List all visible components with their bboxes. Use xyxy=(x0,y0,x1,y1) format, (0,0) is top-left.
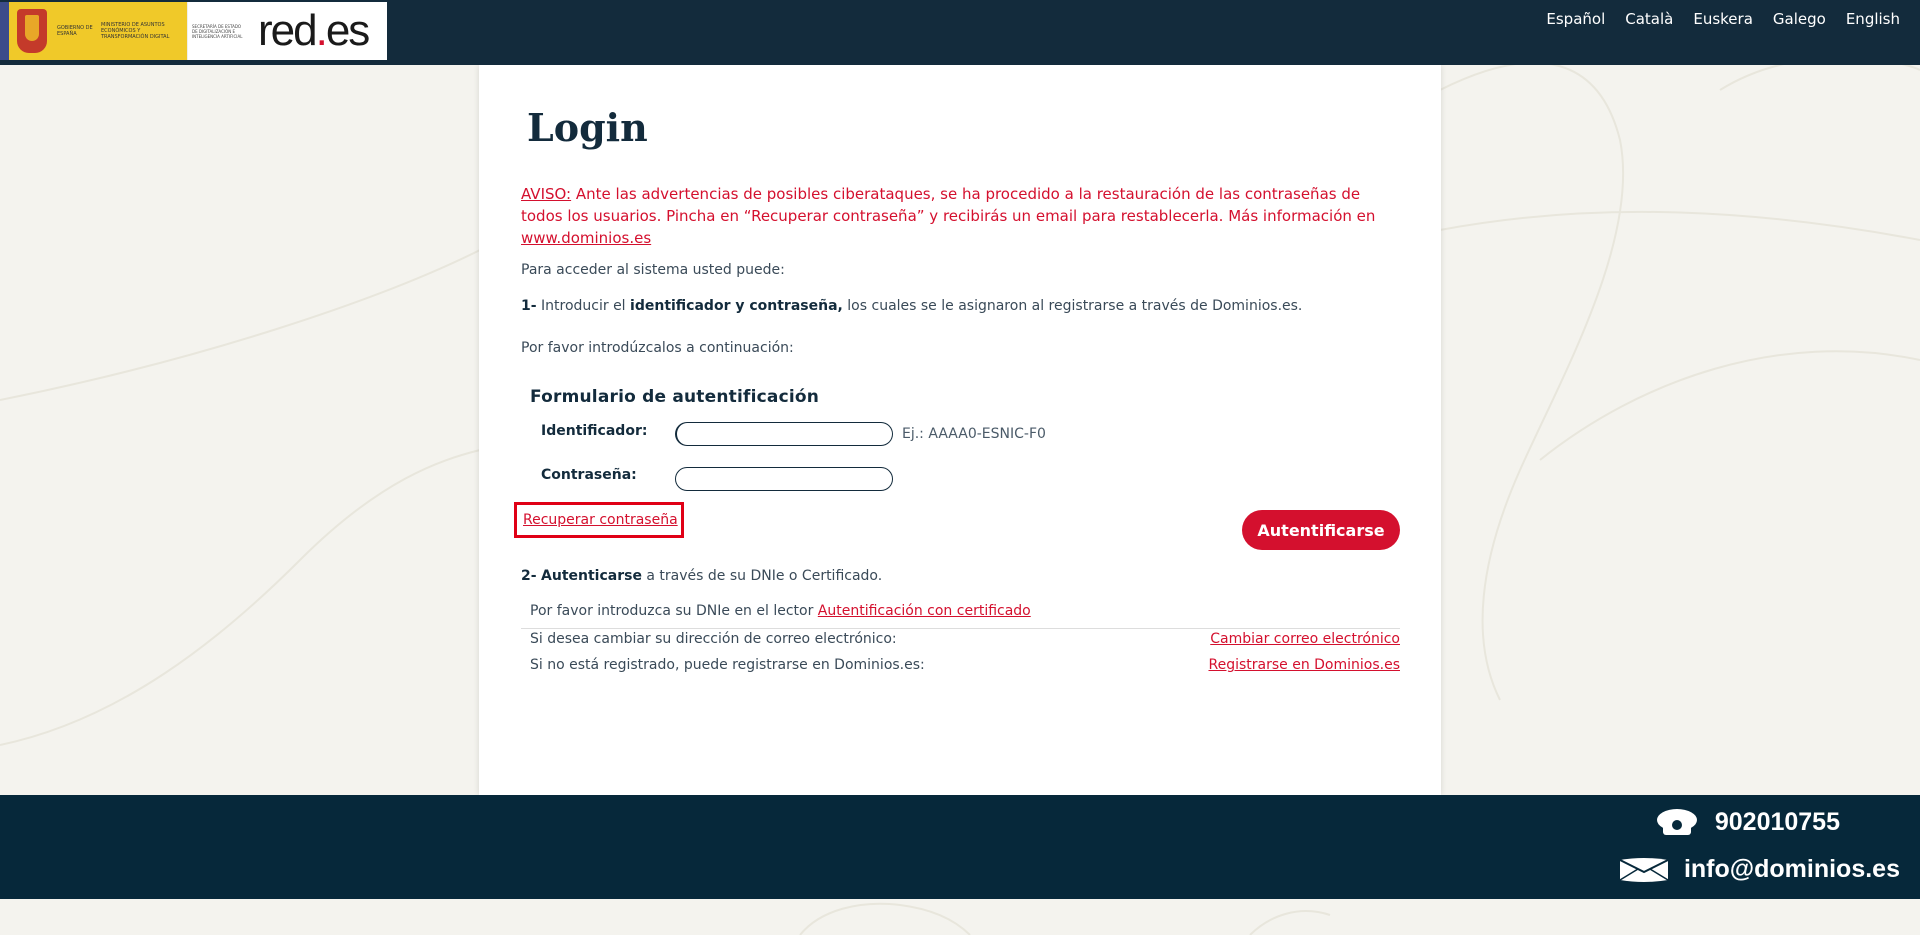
phone-number: 902010755 xyxy=(1714,807,1840,836)
lang-catala[interactable]: Català xyxy=(1625,10,1674,28)
header-logo[interactable] xyxy=(0,2,387,60)
form-title: Formulario de autentificación xyxy=(530,387,820,407)
step1-number: 1- xyxy=(521,298,537,314)
step1-pre: Introducir el xyxy=(536,298,631,314)
eu-flag-strip xyxy=(0,2,9,60)
secretary-text: SECRETARÍA DE ESTADO DE DIGITALIZACIÓN E INTELIGENCIA ARTIFICIAL xyxy=(192,23,243,39)
government-block xyxy=(9,2,187,60)
password-input[interactable] xyxy=(675,467,893,491)
register-link[interactable]: Registrarse en Dominios.es xyxy=(1208,657,1400,673)
phone-icon xyxy=(1653,807,1701,837)
step1-post: los cuales se le asignaron al registrarse a través de Dominios.es. xyxy=(842,298,1303,314)
change-email-link[interactable]: Cambiar correo electrónico xyxy=(1210,631,1400,647)
email-contact xyxy=(1618,855,1900,884)
step1-bold: identificador y contraseña, xyxy=(630,298,843,314)
change-email-text: Si desea cambiar su dirección de correo electrónico: xyxy=(530,631,897,647)
top-navigation-bar xyxy=(0,0,1920,65)
access-intro: Para acceder al sistema usted puede: xyxy=(521,262,785,278)
email-address: info@dominios.es xyxy=(1683,855,1900,883)
phone-contact xyxy=(1653,807,1840,837)
secretary-block xyxy=(187,2,244,60)
dominios-link[interactable]: www.dominios.es xyxy=(521,229,652,247)
authenticate-button[interactable]: Autentificarse xyxy=(1242,510,1400,550)
step2-post: a través de su DNIe o Certificado. xyxy=(641,568,883,584)
password-label: Contraseña: xyxy=(541,467,637,483)
lang-english[interactable]: English xyxy=(1845,10,1900,28)
notice-label: AVISO: xyxy=(521,185,572,203)
dnie-row-text xyxy=(530,603,1031,619)
dnie-row xyxy=(530,603,1400,619)
lang-espanol[interactable]: Español xyxy=(1546,10,1606,28)
identifier-hint: Ej.: AAAA0-ESNIC-F0 xyxy=(902,426,1046,442)
fill-prompt: Por favor introdúzcalos a continuación: xyxy=(521,340,794,356)
dnie-text: Por favor introduzca su DNIe en el lector xyxy=(530,603,818,619)
logo-dot: . xyxy=(315,6,326,55)
recover-password-highlight xyxy=(514,502,684,538)
divider xyxy=(521,628,1400,629)
page-title: Login xyxy=(527,105,648,150)
identifier-label: Identificador: xyxy=(541,423,648,439)
red-es-logo xyxy=(258,2,368,60)
register-text: Si no está registrado, puede registrarse en Dominios.es: xyxy=(530,657,925,673)
logo-text-main: red xyxy=(258,6,316,55)
footer xyxy=(0,795,1920,899)
coat-of-arms-icon xyxy=(17,9,47,53)
mail-icon xyxy=(1618,856,1670,884)
security-notice xyxy=(521,183,1401,249)
ministry-text: MINISTERIO DE ASUNTOS ECONÓMICOS Y TRANSFORMACIÓN DIGITAL xyxy=(101,22,170,40)
lang-euskera[interactable]: Euskera xyxy=(1693,10,1753,28)
step2-number: 2- xyxy=(521,568,537,584)
register-row xyxy=(530,657,1400,673)
change-email-row xyxy=(530,631,1400,647)
step2-bold: Autenticarse xyxy=(541,568,642,584)
gov-text: GOBIERNO DE ESPAÑA xyxy=(57,25,93,37)
recover-password-link[interactable]: Recuperar contraseña xyxy=(523,512,678,528)
login-panel xyxy=(479,65,1441,795)
identifier-input[interactable] xyxy=(675,422,893,446)
lang-galego[interactable]: Galego xyxy=(1772,10,1826,28)
logo-text-end: es xyxy=(325,6,369,55)
language-selector xyxy=(1526,10,1900,28)
step2-text xyxy=(521,568,882,584)
notice-text: Ante las advertencias de posibles ciberataques, se ha procedido a la restauración de las contraseñas de todos los usuarios. Pincha en “Recuperar contraseña” y recibirás un email para restablecerla. Más información en xyxy=(521,185,1376,225)
certificate-auth-link[interactable]: Autentificación con certificado xyxy=(817,603,1031,619)
step1-text xyxy=(521,298,1302,314)
